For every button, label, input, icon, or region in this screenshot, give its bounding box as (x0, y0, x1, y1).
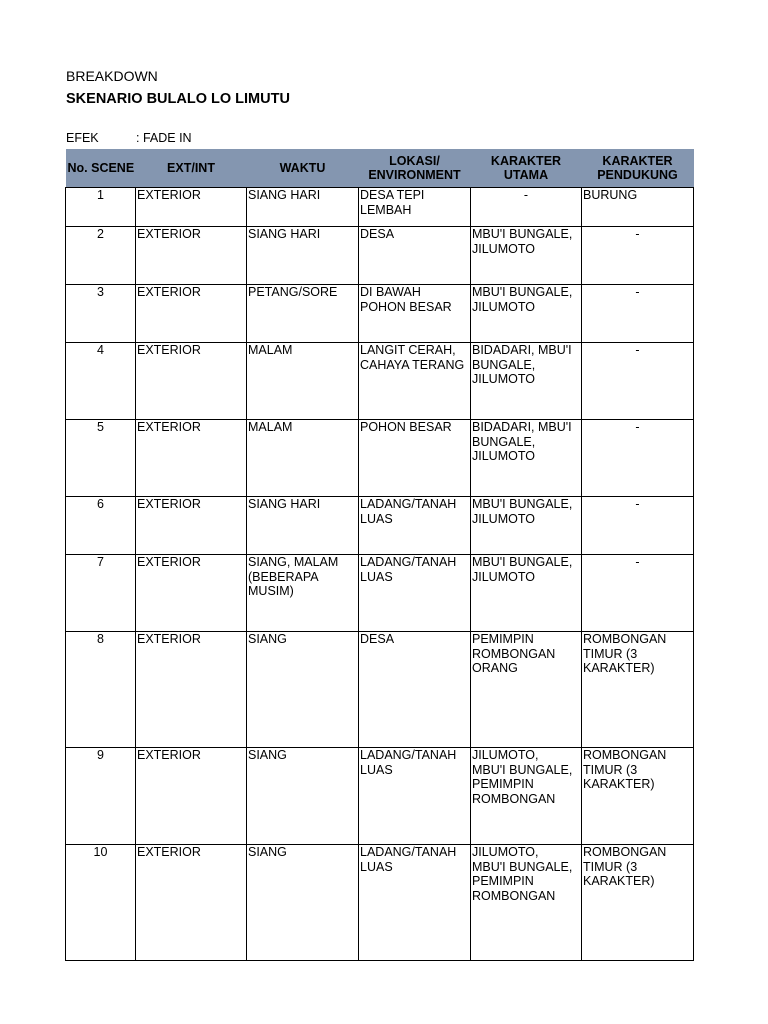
karakter-utama-cell-line: BUNGALE, (472, 434, 536, 449)
lokasi-cell (359, 343, 471, 420)
scene-number-cell: 5 (66, 420, 136, 497)
table-header-row (66, 149, 694, 188)
karakter-utama-cell (471, 748, 582, 845)
ext-int-cell: EXTERIOR (136, 497, 247, 555)
karakter-pendukung-cell-line: ROMBONGAN (583, 632, 667, 646)
waktu-cell-line: SIANG (248, 632, 287, 646)
lokasi-cell-line: LADANG/TANAH (360, 845, 457, 859)
ext-int-cell: EXTERIOR (136, 632, 247, 748)
karakter-utama-cell-line: ROMBONGAN (472, 646, 556, 661)
karakter-utama-cell (471, 632, 582, 748)
header-waktu (247, 149, 359, 188)
waktu-cell-line: MALAM (248, 420, 293, 434)
waktu-cell (247, 285, 359, 343)
karakter-utama-cell-line: BIDADARI, MBU'I (472, 343, 572, 357)
waktu-cell (247, 632, 359, 748)
ext-int-cell: EXTERIOR (136, 343, 247, 420)
lokasi-cell (359, 555, 471, 632)
scene-number-cell: 6 (66, 497, 136, 555)
waktu-cell-line: SIANG HARI (248, 497, 321, 511)
karakter-utama-cell (471, 285, 582, 343)
karakter-pendukung-cell (582, 632, 694, 748)
waktu-cell (247, 343, 359, 420)
karakter-utama-cell-line: JILUMOTO (472, 569, 535, 584)
scene-number-cell: 8 (66, 632, 136, 748)
table-row (66, 188, 694, 227)
karakter-utama-cell-line: BIDADARI, MBU'I (472, 420, 572, 434)
table-row (66, 227, 694, 285)
table-row (66, 748, 694, 845)
waktu-cell (247, 188, 359, 227)
waktu-cell (247, 845, 359, 961)
karakter-pendukung-cell-line: - (635, 343, 640, 357)
karakter-pendukung-cell-line: BURUNG (583, 188, 638, 202)
scene-number-cell: 1 (66, 188, 136, 227)
karakter-pendukung-cell-line: TIMUR (3 (583, 646, 638, 661)
header-ext-int-label: EXT/INT (167, 161, 215, 175)
header-lokasi (359, 149, 471, 188)
karakter-utama-cell-line: JILUMOTO, (472, 748, 539, 762)
lokasi-cell-line: LEMBAH (360, 202, 412, 217)
karakter-pendukung-cell (582, 845, 694, 961)
lokasi-cell-line: LUAS (360, 762, 393, 777)
ext-int-cell: EXTERIOR (136, 227, 247, 285)
waktu-cell-line: SIANG (248, 845, 287, 859)
efek-label: EFEK (66, 131, 99, 145)
table-row (66, 497, 694, 555)
lokasi-cell (359, 227, 471, 285)
karakter-utama-cell-line: JILUMOTO, (472, 845, 539, 859)
karakter-utama-cell (471, 497, 582, 555)
header-lokasi-line2: ENVIRONMENT (368, 168, 461, 182)
scene-number-cell: 10 (66, 845, 136, 961)
ext-int-cell: EXTERIOR (136, 748, 247, 845)
karakter-utama-cell-line: JILUMOTO (472, 241, 535, 256)
header-lokasi-line1: LOKASI/ (389, 154, 440, 168)
karakter-utama-cell-line: PEMIMPIN (472, 632, 534, 646)
lokasi-cell-line: DI BAWAH (360, 285, 421, 299)
header-karakter-utama (471, 149, 582, 188)
efek-line (66, 131, 192, 145)
header-utama-line1: KARAKTER (490, 154, 562, 168)
karakter-utama-cell (471, 227, 582, 285)
ext-int-cell: EXTERIOR (136, 188, 247, 227)
karakter-utama-cell-line: PEMIMPIN (472, 777, 534, 792)
karakter-utama-cell-line: JILUMOTO (472, 511, 535, 526)
scene-number-cell: 3 (66, 285, 136, 343)
karakter-pendukung-cell-line: - (635, 227, 640, 241)
karakter-utama-cell-line: JILUMOTO (472, 372, 535, 387)
karakter-pendukung-cell-line: - (635, 497, 640, 511)
karakter-pendukung-cell (582, 420, 694, 497)
waktu-cell-line: (BEBERAPA (248, 569, 319, 584)
karakter-utama-cell-line: JILUMOTO (472, 299, 535, 314)
lokasi-cell (359, 497, 471, 555)
lokasi-cell (359, 285, 471, 343)
lokasi-cell-line: LADANG/TANAH (360, 555, 457, 569)
ext-int-cell: EXTERIOR (136, 845, 247, 961)
document-title: SKENARIO BULALO LO LIMUTU (66, 91, 290, 107)
lokasi-cell-line: POHON BESAR (360, 420, 452, 434)
karakter-pendukung-cell (582, 285, 694, 343)
karakter-utama-cell-line: - (523, 188, 529, 202)
waktu-cell (247, 748, 359, 845)
scene-number-cell: 2 (66, 227, 136, 285)
table-row (66, 845, 694, 961)
karakter-utama-cell-line: ROMBONGAN (472, 791, 556, 806)
karakter-utama-cell-line: PEMIMPIN (472, 874, 534, 889)
document-heading: BREAKDOWN (66, 68, 158, 84)
karakter-pendukung-cell-line: - (635, 420, 640, 434)
karakter-utama-cell (471, 188, 582, 227)
lokasi-cell-line: LUAS (360, 569, 393, 584)
waktu-cell-line: SIANG HARI (248, 227, 321, 241)
table-row (66, 343, 694, 420)
table-row (66, 555, 694, 632)
table-row (66, 285, 694, 343)
karakter-utama-cell (471, 555, 582, 632)
scene-number-cell: 7 (66, 555, 136, 632)
karakter-pendukung-cell-line: ROMBONGAN (583, 845, 667, 859)
lokasi-cell (359, 420, 471, 497)
karakter-pendukung-cell-line: KARAKTER) (583, 661, 655, 676)
karakter-utama-cell-line: MBU'I BUNGALE, (472, 859, 573, 874)
header-waktu-label: WAKTU (279, 161, 326, 175)
waktu-cell-line: PETANG/SORE (248, 285, 338, 299)
karakter-pendukung-cell (582, 748, 694, 845)
karakter-pendukung-cell-line: - (635, 555, 640, 569)
karakter-utama-cell-line: JILUMOTO (472, 449, 535, 464)
karakter-pendukung-cell-line: KARAKTER) (583, 777, 655, 792)
lokasi-cell (359, 632, 471, 748)
ext-int-cell: EXTERIOR (136, 555, 247, 632)
lokasi-cell-line: LUAS (360, 511, 393, 526)
waktu-cell-line: SIANG, MALAM (248, 555, 339, 569)
karakter-utama-cell-line: MBU'I BUNGALE, (472, 497, 573, 511)
scene-number-cell: 9 (66, 748, 136, 845)
scene-number-cell: 4 (66, 343, 136, 420)
lokasi-cell (359, 188, 471, 227)
lokasi-cell-line: DESA TEPI (360, 188, 425, 202)
karakter-pendukung-cell (582, 343, 694, 420)
header-no-scene (66, 149, 136, 188)
waktu-cell (247, 497, 359, 555)
karakter-pendukung-cell (582, 227, 694, 285)
table-row (66, 420, 694, 497)
lokasi-cell-line: LUAS (360, 859, 393, 874)
header-no-scene-label: No. SCENE (67, 161, 135, 175)
breakdown-table (65, 149, 694, 961)
karakter-utama-cell-line: MBU'I BUNGALE, (472, 285, 573, 299)
lokasi-cell-line: LADANG/TANAH (360, 748, 457, 762)
karakter-utama-cell (471, 343, 582, 420)
ext-int-cell: EXTERIOR (136, 285, 247, 343)
karakter-pendukung-cell-line: ROMBONGAN (583, 748, 667, 762)
karakter-pendukung-cell-line: TIMUR (3 (583, 762, 638, 777)
karakter-utama-cell-line: BUNGALE, (472, 357, 536, 372)
waktu-cell-line: MALAM (248, 343, 293, 357)
waktu-cell-line: SIANG (248, 748, 287, 762)
header-pendukung-line2: PENDUKUNG (597, 168, 678, 182)
karakter-pendukung-cell (582, 188, 694, 227)
waktu-cell (247, 555, 359, 632)
lokasi-cell-line: POHON BESAR (360, 299, 452, 314)
header-karakter-pendukung (582, 149, 694, 188)
karakter-utama-cell-line: ORANG (472, 661, 518, 676)
header-utama-line2: UTAMA (503, 168, 549, 182)
header-ext-int (136, 149, 247, 188)
lokasi-cell-line: CAHAYA TERANG (360, 357, 465, 372)
karakter-utama-cell-line: MBU'I BUNGALE, (472, 227, 573, 241)
ext-int-cell: EXTERIOR (136, 420, 247, 497)
waktu-cell (247, 420, 359, 497)
lokasi-cell (359, 845, 471, 961)
karakter-utama-cell-line: MBU'I BUNGALE, (472, 762, 573, 777)
table-row (66, 632, 694, 748)
waktu-cell-line: MUSIM) (248, 584, 294, 599)
lokasi-cell-line: DESA (360, 227, 395, 241)
karakter-pendukung-cell-line: TIMUR (3 (583, 859, 638, 874)
karakter-pendukung-cell-line: KARAKTER) (583, 874, 655, 889)
waktu-cell (247, 227, 359, 285)
karakter-pendukung-cell-line: - (635, 285, 640, 299)
karakter-utama-cell (471, 420, 582, 497)
waktu-cell-line: SIANG HARI (248, 188, 321, 202)
karakter-utama-cell-line: ROMBONGAN (472, 888, 556, 903)
lokasi-cell (359, 748, 471, 845)
lokasi-cell-line: LADANG/TANAH (360, 497, 457, 511)
karakter-pendukung-cell (582, 497, 694, 555)
lokasi-cell-line: DESA (360, 632, 395, 646)
lokasi-cell-line: LANGIT CERAH, (360, 343, 456, 357)
header-pendukung-line1: KARAKTER (602, 154, 673, 168)
karakter-pendukung-cell (582, 555, 694, 632)
efek-value: : FADE IN (136, 131, 192, 145)
karakter-utama-cell-line: MBU'I BUNGALE, (472, 555, 573, 569)
karakter-utama-cell (471, 845, 582, 961)
